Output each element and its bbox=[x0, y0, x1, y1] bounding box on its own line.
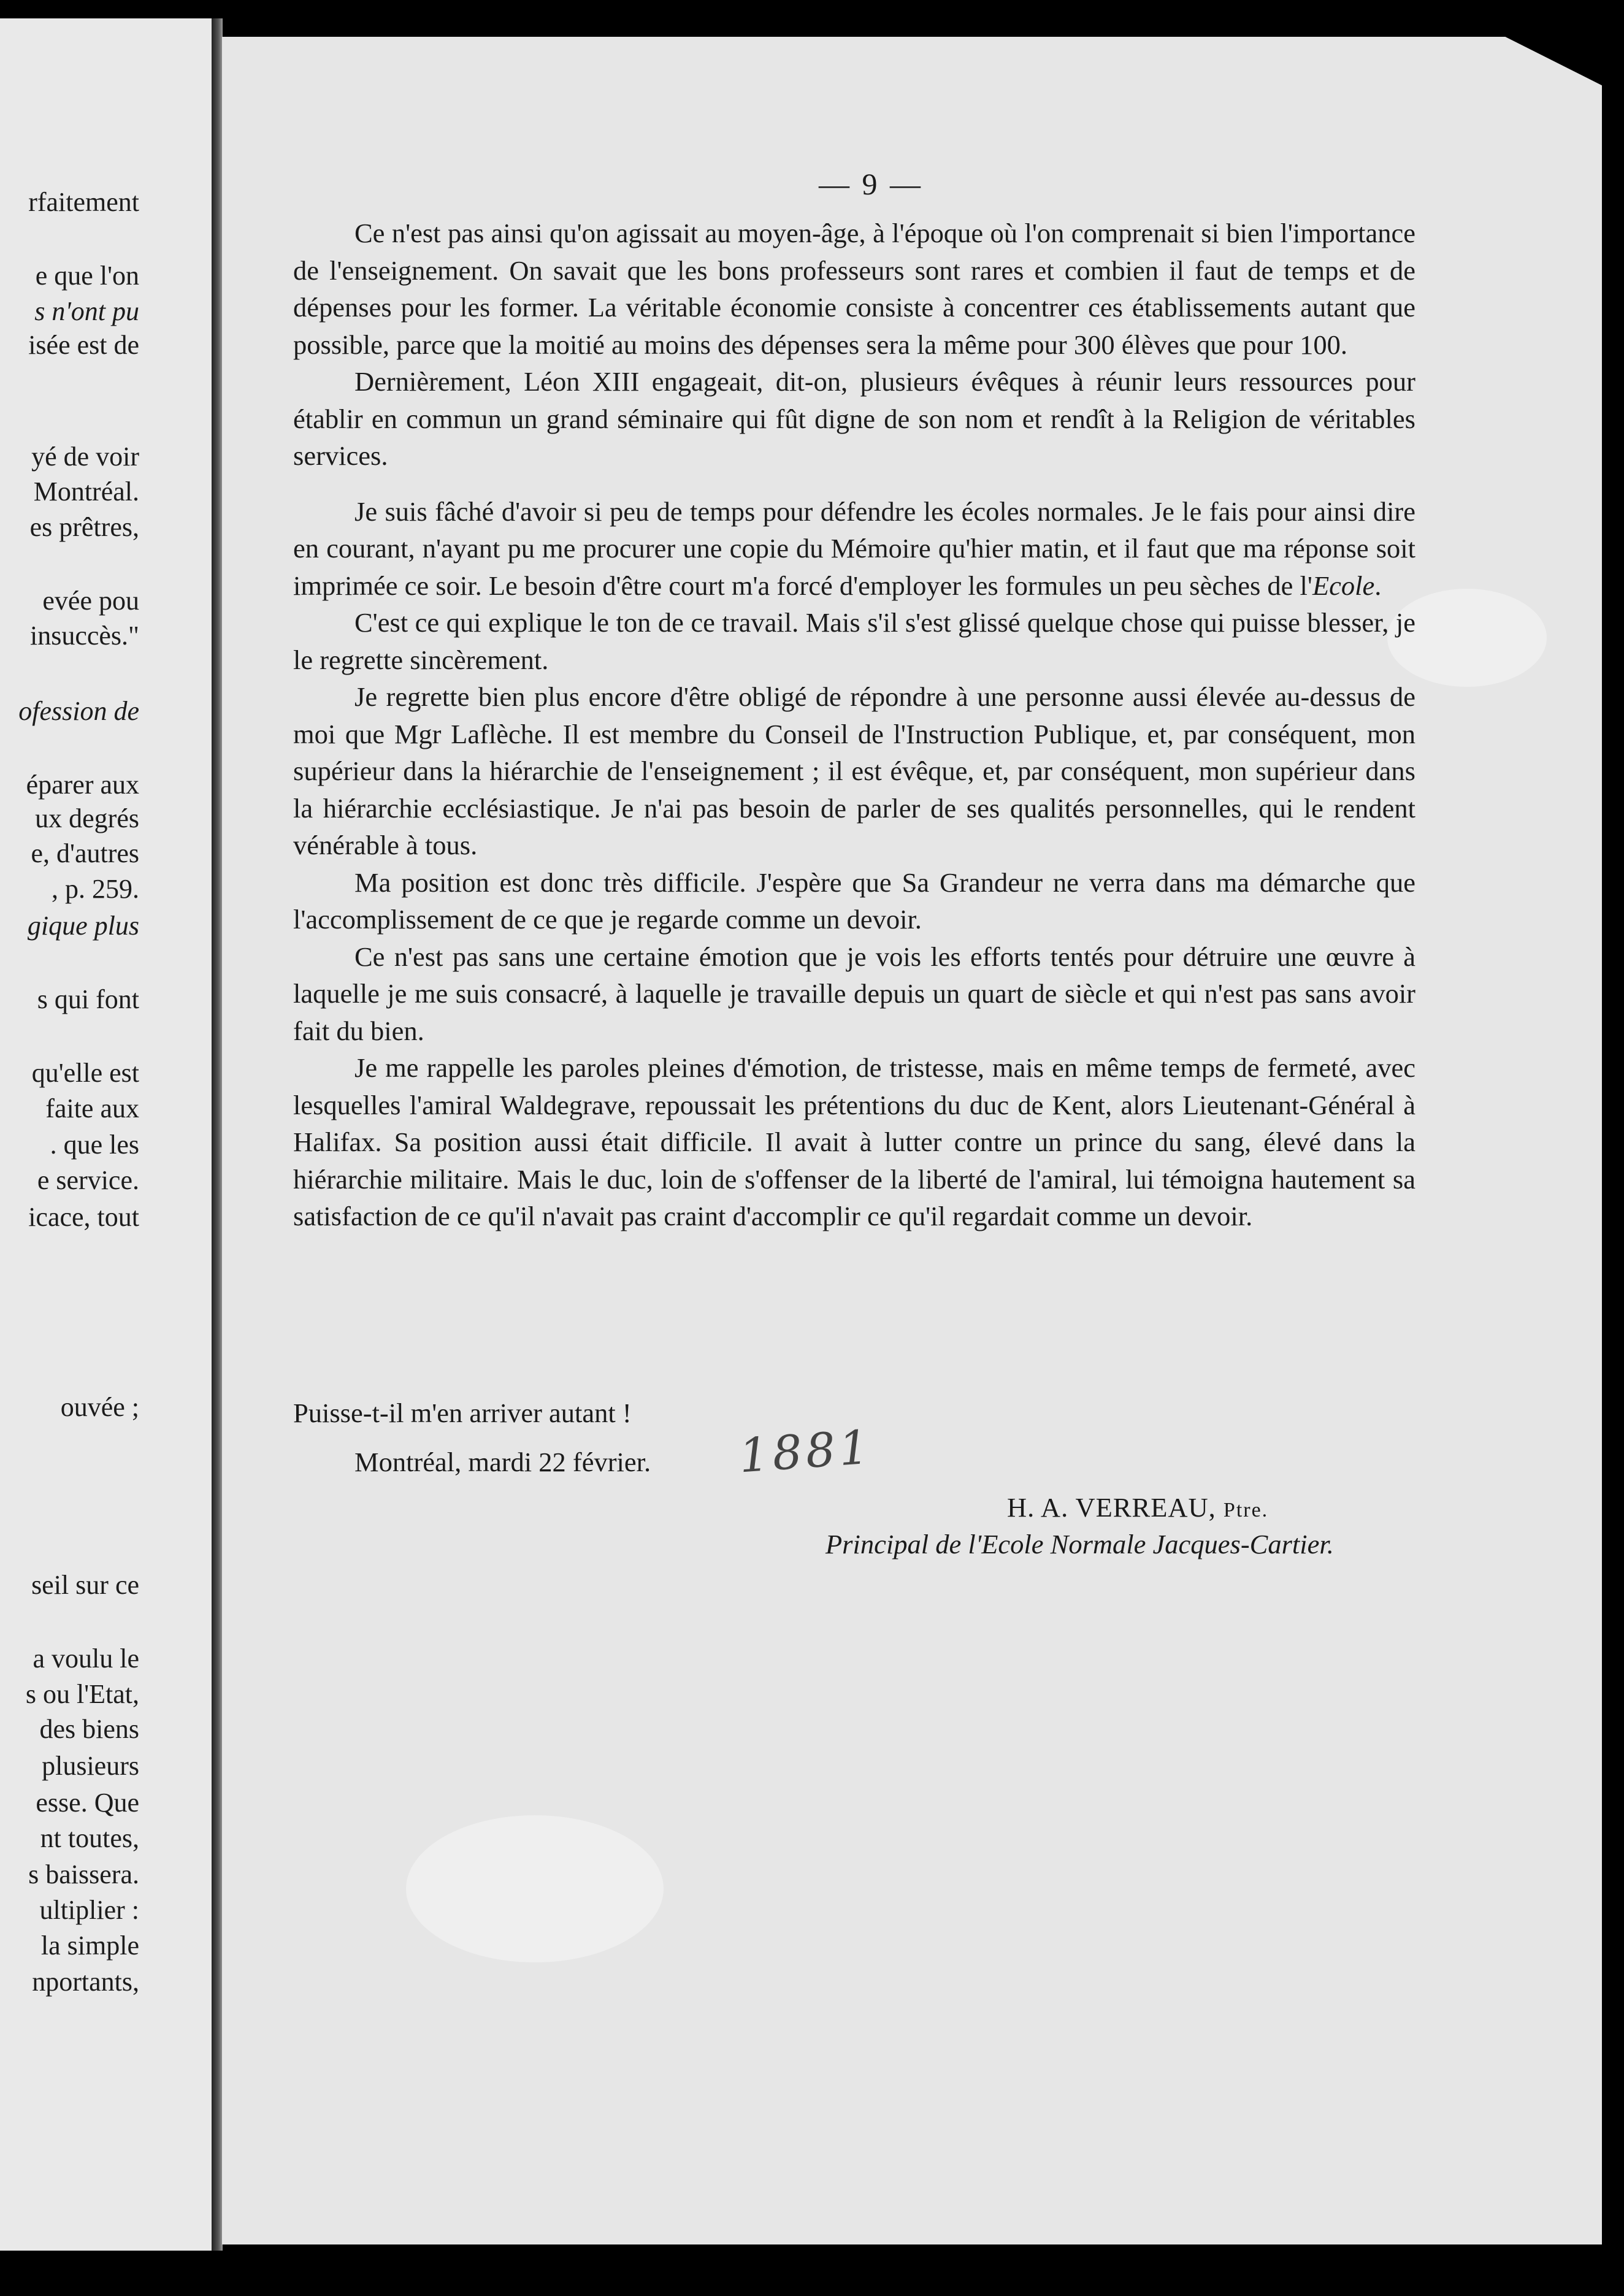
paragraph-text: Je me rappelle les paroles pleines d'émotion, de tristesse, mais en même temps de fermeté, avec lesquelles l'amiral Waldegrave, repoussait les prétentions du duc de Kent, alors Lieutenant-Général à Halifax. Sa position aussi était difficile. Il avait à lutter contre un prince du sang, élevé dans la hiérarchie militaire. Mais le duc, loin de s'offenser de la liberté de l'amiral, lui témoigna hautement sa satisfaction de ce qu'il n'avait pas craint d'accomplir ce qu'il regardait comme un devoir. bbox=[293, 1052, 1415, 1231]
paragraph-text: Je suis fâché d'avoir si peu de temps pour défendre les écoles normales. Je le fais pour ainsi dire en courant, n'ayant pu me procurer une copie du Mémoire qu'hier matin, et il faut que ma réponse soit imprimée ce soir. Le besoin d'être court m'a forcé d'employer les formules un peu sèches de l' bbox=[293, 496, 1415, 601]
left-page-line: faite aux bbox=[45, 1093, 139, 1123]
left-page-line: evée pou bbox=[42, 586, 139, 616]
paragraph-text: Ce n'est pas sans une certaine émotion que je vois les efforts tentés pour détruire une œuvre à laquelle je me suis consacré, à laquelle je travaille depuis un quart de siècle et qui n'est pas sans avoir fait du bien. bbox=[293, 941, 1415, 1046]
left-page-line: seil sur ce bbox=[31, 1570, 139, 1600]
left-page-line: rfaitement bbox=[28, 187, 139, 217]
book-gutter bbox=[212, 18, 223, 2251]
paragraph bbox=[293, 604, 1415, 678]
left-page-line: éparer aux bbox=[26, 770, 139, 800]
signature-suffix: Ptre. bbox=[1223, 1499, 1269, 1521]
left-page-line: icace, tout bbox=[28, 1202, 139, 1232]
paper-stain bbox=[406, 1815, 664, 1962]
left-page-line: esse. Que bbox=[36, 1788, 139, 1818]
left-page-line: plusieurs bbox=[42, 1751, 139, 1781]
left-page-line: , p. 259. bbox=[52, 874, 139, 904]
place-and-date: Montréal, mardi 22 février. bbox=[354, 1447, 651, 1477]
body-text bbox=[293, 215, 1415, 1235]
signature-name bbox=[1007, 1489, 1268, 1529]
left-page-line: nportants, bbox=[32, 1967, 139, 1997]
left-page-line: la simple bbox=[40, 1931, 139, 1961]
paragraph-tail: . bbox=[1374, 570, 1382, 601]
closing-line: Puisse-t-il m'en arriver autant ! bbox=[293, 1398, 632, 1428]
paragraph-text: C'est ce qui explique le ton de ce travail. Mais s'il s'est glissé quelque chose qui puisse blesser, je le regrette sincèrement. bbox=[293, 607, 1415, 675]
left-page-line: des biens bbox=[39, 1714, 139, 1744]
handwritten-year-annotation: 1881 bbox=[737, 1419, 875, 1483]
left-page-line: s n'ont pu bbox=[34, 296, 139, 326]
left-page-line: nt toutes, bbox=[40, 1823, 139, 1853]
paragraph-text: Ce n'est pas ainsi qu'on agissait au moyen-âge, à l'époque où l'on comprenait si bien l'importance de l'enseignement. On savait que les bons professeurs sont rares et combien il faut de temps et de dépenses pour les former. La véritable économie consiste à concentrer ces établissements autant que possible, parce que la moitié au moins des dépenses sera la même pour 300 élèves que pour 100. bbox=[293, 218, 1415, 360]
left-page-line: ultiplier : bbox=[39, 1895, 139, 1925]
page-number: — 9 — bbox=[819, 167, 923, 201]
paragraph bbox=[293, 1049, 1415, 1235]
left-page-line: Montréal. bbox=[33, 476, 139, 507]
paragraph-text: Dernièrement, Léon XIII engageait, dit-on, plusieurs évêques à réunir leurs ressources pour établir en commun un grand séminaire qui fût digne de son nom et rendît à la Religion de véritables services. bbox=[293, 366, 1415, 471]
left-page-line: yé de voir bbox=[31, 442, 139, 472]
left-page-line: s ou l'Etat, bbox=[25, 1679, 139, 1709]
left-page-line: insuccès." bbox=[29, 621, 139, 651]
paragraph bbox=[293, 938, 1415, 1050]
left-page-fragment bbox=[0, 18, 212, 2251]
signature-name-text: H. A. VERREAU, bbox=[1007, 1492, 1216, 1523]
emphasis: Ecole bbox=[1312, 570, 1375, 601]
paragraph bbox=[293, 215, 1415, 363]
paragraph bbox=[293, 864, 1415, 938]
paragraph bbox=[293, 493, 1415, 605]
left-page-line: ouvée ; bbox=[60, 1392, 139, 1422]
left-page-line: isée est de bbox=[28, 330, 139, 360]
left-page-line: qu'elle est bbox=[31, 1058, 139, 1088]
paragraph bbox=[293, 363, 1415, 475]
left-page-line: a voulu le bbox=[33, 1644, 139, 1674]
left-page-line: ux degrés bbox=[35, 803, 139, 833]
left-page-line: . que les bbox=[50, 1130, 139, 1160]
left-page-line: e, d'autres bbox=[31, 838, 139, 868]
left-page-line: ofession de bbox=[18, 696, 139, 726]
left-page-line: e que l'on bbox=[35, 261, 139, 291]
signature-title: Principal de l'Ecole Normale Jacques-Cartier. bbox=[825, 1529, 1334, 1559]
paragraph-text: Ma position est donc très difficile. J'espère que Sa Grandeur ne verra dans ma démarche que l'accomplissement de ce que je regarde comme un devoir. bbox=[293, 867, 1415, 935]
left-page-line: e service. bbox=[37, 1165, 139, 1195]
left-page-line: s qui font bbox=[37, 984, 139, 1014]
left-page-line: s baissera. bbox=[28, 1859, 139, 1889]
left-page-line: es prêtres, bbox=[29, 512, 139, 542]
paragraph-text: Je regrette bien plus encore d'être obligé de répondre à une personne aussi élevée au-dessus de moi que Mgr Laflèche. Il est membre du Conseil de l'Instruction Publique, et, par conséquent, mon supérieur dans la hiérarchie de l'enseignement ; il est évêque, et, par conséquent, mon supérieur dans la hiérarchie ecclésiastique. Je n'ai pas besoin de parler de ses qualités personnelles, qui le rendent vénérable à tous. bbox=[293, 681, 1415, 860]
left-page-line: gique plus bbox=[27, 911, 139, 941]
paragraph bbox=[293, 678, 1415, 864]
